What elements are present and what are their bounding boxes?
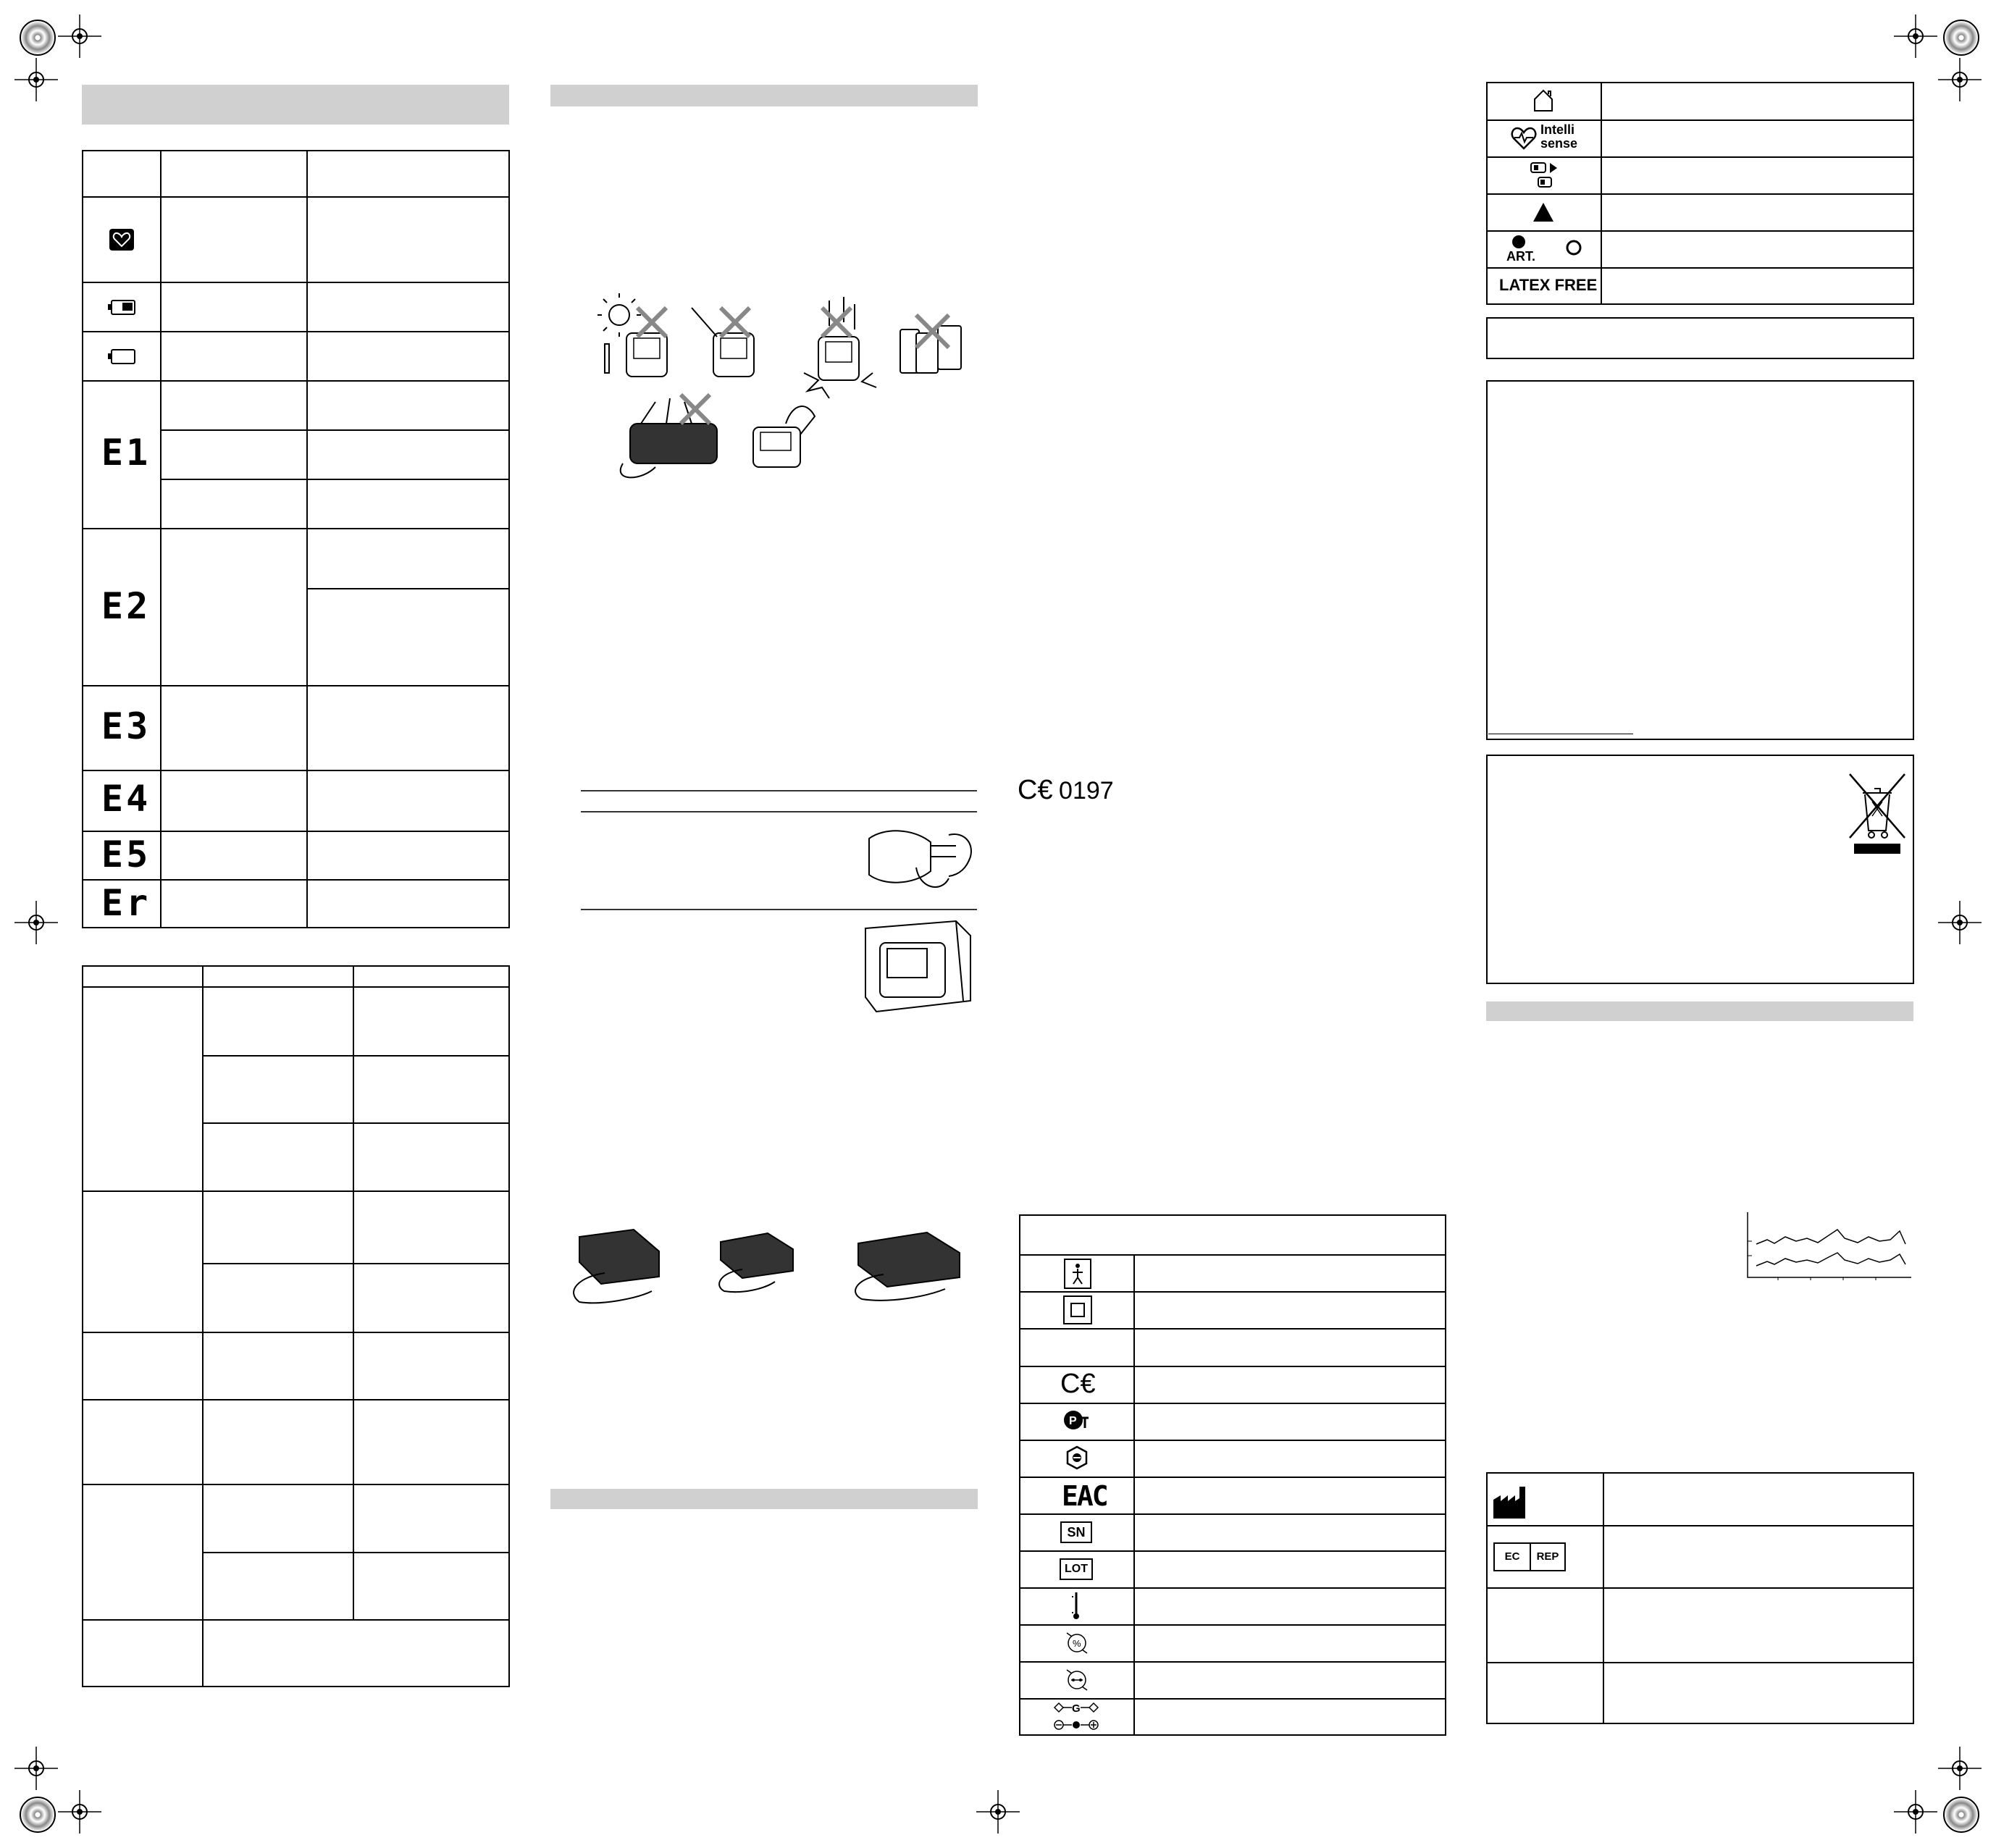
column2-bottom-bar (550, 1489, 978, 1509)
intellisense-text-line1: Intelli (1540, 122, 1575, 137)
lot-number-label: LOT (1065, 1563, 1088, 1575)
column4-header-bar (1486, 1001, 1913, 1021)
registration-mark-icon (1065, 1445, 1089, 1470)
artery-mark-icon (1506, 234, 1586, 266)
crosshair-mark (1938, 58, 1982, 101)
information-box (1486, 380, 1914, 740)
polarity-icon (1053, 1700, 1099, 1732)
error-code-e4: E4 (101, 778, 151, 820)
latex-free-label: LATEX FREE (1499, 276, 1598, 294)
ce-mark-icon: C€ (1060, 1369, 1096, 1399)
pct-mark-icon (1062, 1408, 1090, 1432)
type-bf-icon (1064, 1259, 1091, 1289)
color-registration-target (1943, 20, 1979, 56)
ce-notified-body-number: 0197 (1059, 777, 1114, 805)
eac-mark-icon: EAC (1062, 1480, 1107, 1512)
crosshair-mark (58, 1790, 101, 1834)
column2-header-bar (550, 85, 978, 106)
manufacturer-icon (1492, 1485, 1527, 1520)
humidity-icon (1065, 1630, 1089, 1656)
ce-mark-text: C€ (1018, 775, 1053, 805)
crosshair-mark (58, 14, 101, 58)
pressure-icon (1065, 1667, 1089, 1693)
column1-header-bar (82, 85, 509, 125)
intellisense-logo (1510, 123, 1590, 154)
cuff-attach-illustration (862, 817, 978, 896)
cuff-medium-illustration (713, 1227, 808, 1296)
error-code-er: Er (101, 882, 151, 924)
lot-number-symbol (1060, 1558, 1093, 1580)
cuff-large-illustration (847, 1225, 970, 1305)
battery-empty-icon (111, 349, 135, 364)
ec-label: EC (1504, 1550, 1520, 1563)
color-registration-target (20, 20, 56, 56)
crosshair-mark (976, 1790, 1020, 1834)
temperature-icon (1069, 1591, 1083, 1621)
heart-icon (109, 229, 134, 251)
battery-low-icon (111, 300, 135, 315)
class-ii-icon (1063, 1295, 1092, 1324)
trend-line-chart (1742, 1209, 1913, 1282)
error-code-e2: E2 (101, 585, 151, 627)
intellisense-text-line2: sense (1540, 136, 1578, 151)
care-warnings-illustration (597, 293, 974, 482)
color-registration-target (1943, 1797, 1979, 1833)
storage-case-illustration (855, 914, 978, 1015)
crosshair-mark (14, 1747, 58, 1790)
crosshair-mark (1938, 901, 1982, 944)
svg-text:G: G (1072, 1702, 1081, 1715)
crosshair-mark (1894, 14, 1937, 58)
serial-number-label: SN (1067, 1525, 1086, 1540)
error-code-e3: E3 (101, 705, 151, 747)
weee-bin-icon (1847, 773, 1908, 856)
home-icon (1532, 88, 1554, 114)
svg-text:P: P (1069, 1415, 1077, 1427)
play-icon (1530, 161, 1561, 190)
ec-rep-symbol (1493, 1542, 1566, 1571)
ce-certification-mark (1018, 775, 1114, 804)
error-code-e5: E5 (101, 833, 151, 875)
crosshair-mark (1938, 1747, 1982, 1790)
crosshair-mark (14, 901, 58, 944)
svg-text:%: % (1073, 1638, 1081, 1649)
crosshair-mark (1894, 1790, 1937, 1834)
crosshair-mark (14, 58, 58, 101)
rep-label: REP (1536, 1550, 1559, 1563)
error-code-e1: E1 (101, 432, 151, 474)
note-box (1486, 317, 1914, 359)
serial-number-symbol (1060, 1521, 1092, 1543)
cuff-small-illustration (565, 1222, 674, 1309)
artery-label: ART. (1506, 249, 1535, 264)
color-registration-target (20, 1797, 56, 1833)
triangle-icon (1532, 202, 1554, 222)
